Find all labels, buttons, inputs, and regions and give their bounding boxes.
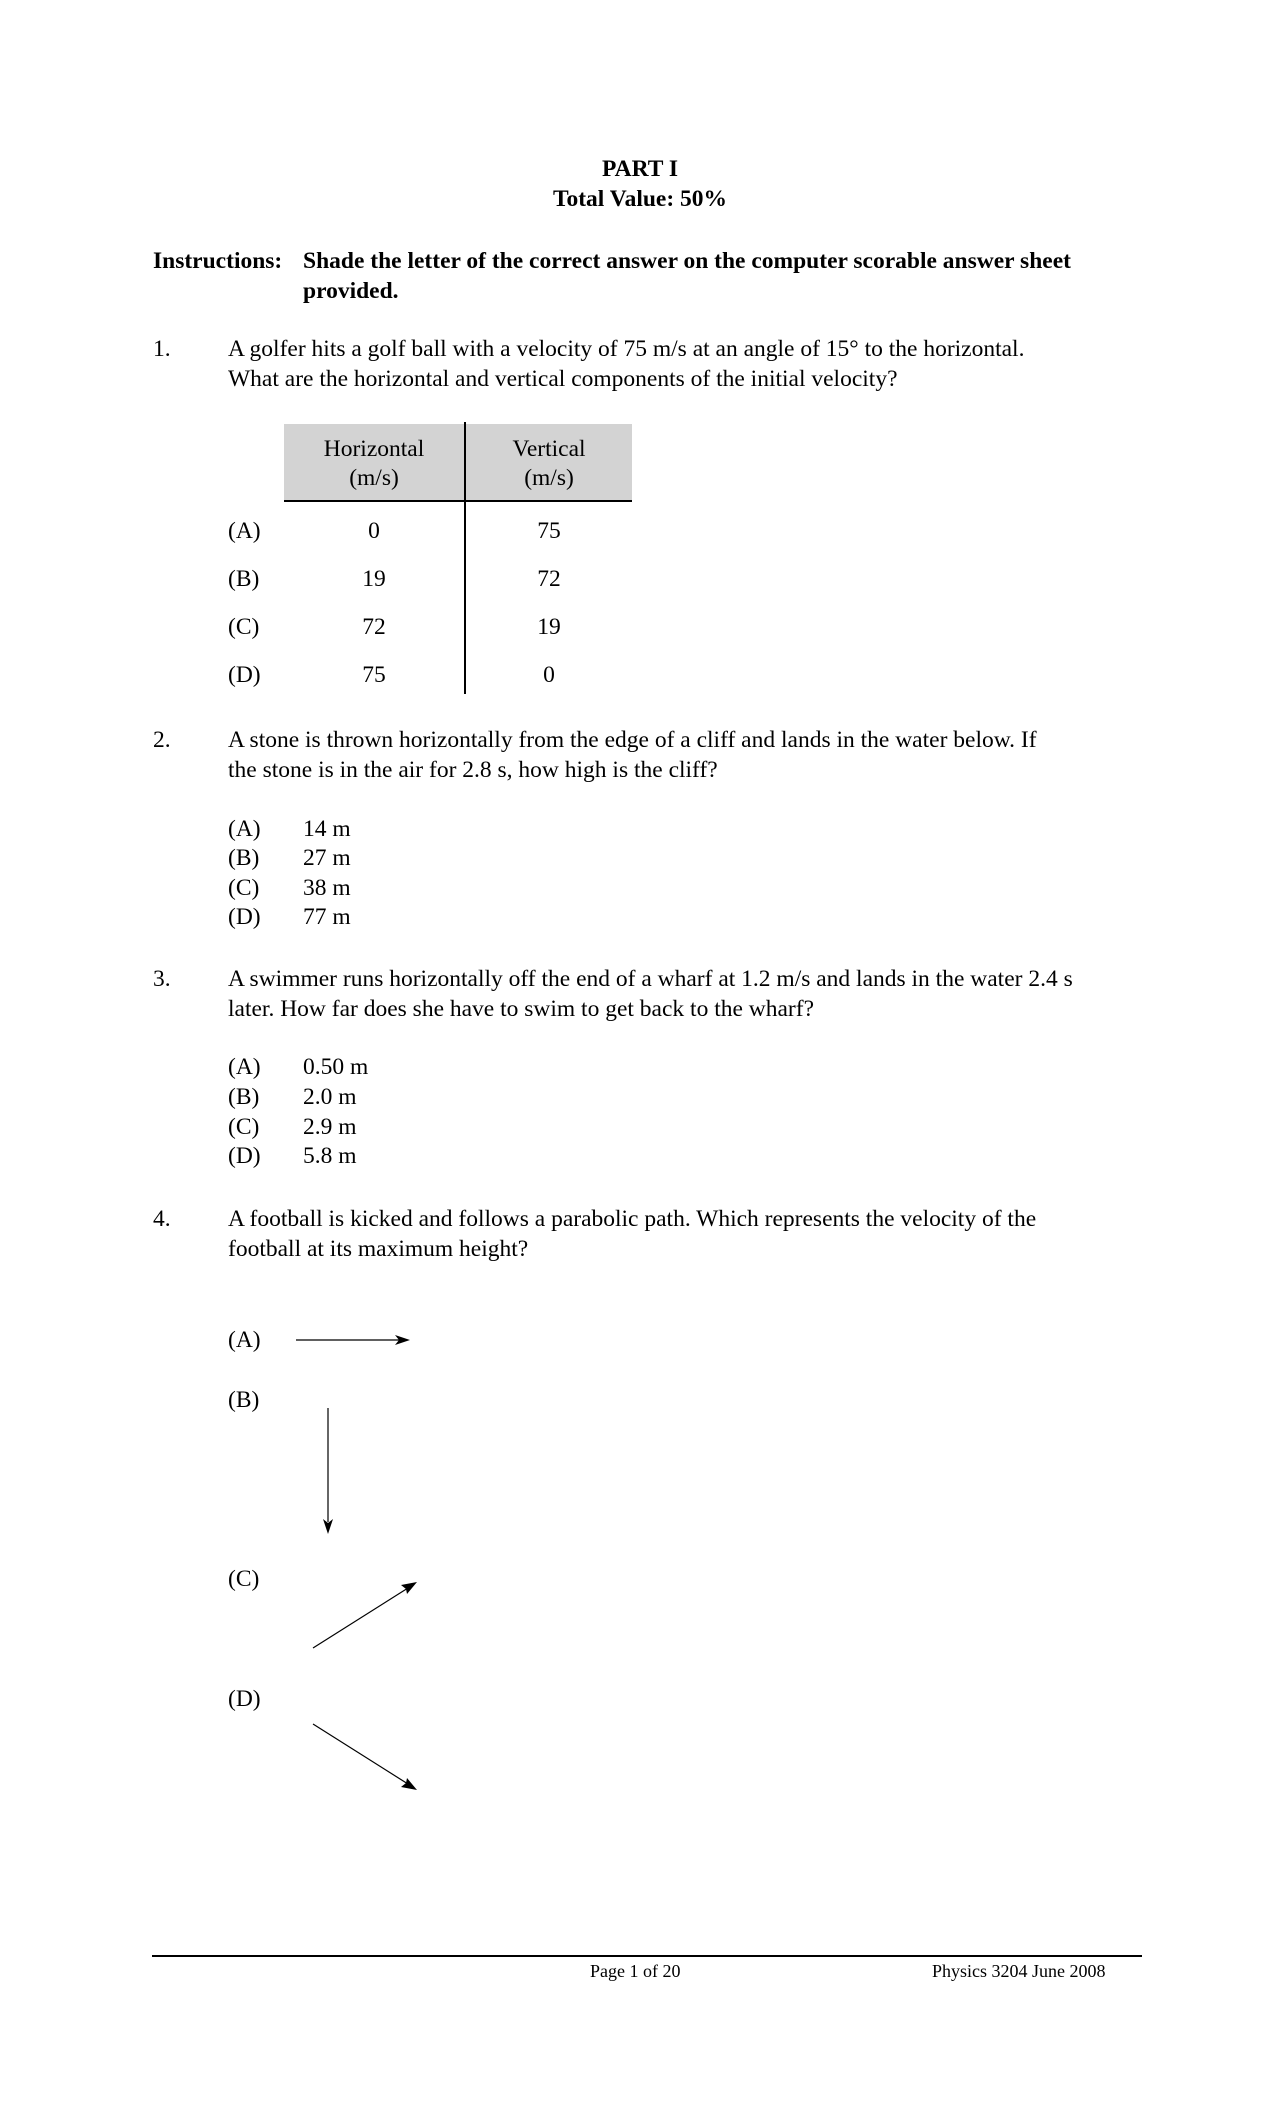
option-value: 77 m <box>303 904 351 930</box>
option-letter: (B) <box>228 845 260 871</box>
table-cell-horizontal: 0 <box>368 518 380 544</box>
table-header-vertical: Vertical (m/s) <box>466 424 632 500</box>
table-cell-vertical: 19 <box>537 614 561 640</box>
option-letter: (C) <box>228 1566 260 1592</box>
table-header-horizontal: Horizontal (m/s) <box>284 424 464 500</box>
question-text-line: A football is kicked and follows a parabolic path. Which represents the velocity of the <box>228 1206 1037 1232</box>
question-number: 1. <box>153 336 171 362</box>
question-number: 2. <box>153 727 171 753</box>
table-cell-vertical: 72 <box>537 566 561 592</box>
table-row-letter: (C) <box>228 614 260 640</box>
question-text-line: What are the horizontal and vertical components of the initial velocity? <box>228 366 898 392</box>
table-cell-horizontal: 75 <box>362 662 386 688</box>
up-right-arrow-icon <box>313 1582 417 1648</box>
option-letter: (B) <box>228 1387 260 1413</box>
table-cell-horizontal: 19 <box>362 566 386 592</box>
question-text-line: later. How far does she have to swim to get back to the wharf? <box>228 996 815 1022</box>
option-letter: (D) <box>228 1143 261 1169</box>
instructions-label: Instructions: <box>153 248 283 274</box>
option-value: 2.0 m <box>303 1084 357 1110</box>
table-cell-vertical: 75 <box>537 518 561 544</box>
question-text-line: A swimmer runs horizontally off the end of a wharf at 1.2 m/s and lands in the water 2.4 s <box>228 966 1073 992</box>
option-letter: (D) <box>228 1686 261 1712</box>
option-value: 14 m <box>303 816 351 842</box>
option-letter: (D) <box>228 904 261 930</box>
question-number: 3. <box>153 966 171 992</box>
question-text-line: A stone is thrown horizontally from the edge of a cliff and lands in the water below. If <box>228 727 1037 753</box>
question-text-line: A golfer hits a golf ball with a velocity of 75 m/s at an angle of 15° to the horizontal. <box>228 336 1025 362</box>
table-cell-horizontal: 72 <box>362 614 386 640</box>
option-value: 27 m <box>303 845 351 871</box>
option-value: 2.9 m <box>303 1114 357 1140</box>
table-cell-vertical: 0 <box>543 662 555 688</box>
table-row-letter: (A) <box>228 518 261 544</box>
option-letter: (A) <box>228 816 261 842</box>
right-arrow-icon <box>296 1335 410 1345</box>
table-row-letter: (B) <box>228 566 260 592</box>
question-number: 4. <box>153 1206 171 1232</box>
question-text-line: football at its maximum height? <box>228 1236 529 1262</box>
down-right-arrow-icon <box>313 1724 417 1790</box>
option-letter: (A) <box>228 1327 261 1353</box>
option-value: 5.8 m <box>303 1143 357 1169</box>
question-text-line: the stone is in the air for 2.8 s, how high is the cliff? <box>228 757 718 783</box>
total-value: Total Value: 50% <box>552 186 728 212</box>
option-value: 38 m <box>303 875 351 901</box>
option-value: 0.50 m <box>303 1054 369 1080</box>
instructions-line-1: Shade the letter of the correct answer on the computer scorable answer sheet <box>303 248 1071 274</box>
down-arrow-icon <box>323 1408 333 1534</box>
table-row-letter: (D) <box>228 662 261 688</box>
option-letter: (B) <box>228 1084 260 1110</box>
option-letter: (C) <box>228 875 260 901</box>
instructions-line-2: provided. <box>303 278 399 304</box>
part-title: PART I <box>602 156 678 182</box>
page-number: Page 1 of 20 <box>590 1961 681 1981</box>
footer-rule <box>152 1955 1142 1957</box>
option-letter: (A) <box>228 1054 261 1080</box>
course-label: Physics 3204 June 2008 <box>932 1961 1106 1981</box>
option-letter: (C) <box>228 1114 260 1140</box>
